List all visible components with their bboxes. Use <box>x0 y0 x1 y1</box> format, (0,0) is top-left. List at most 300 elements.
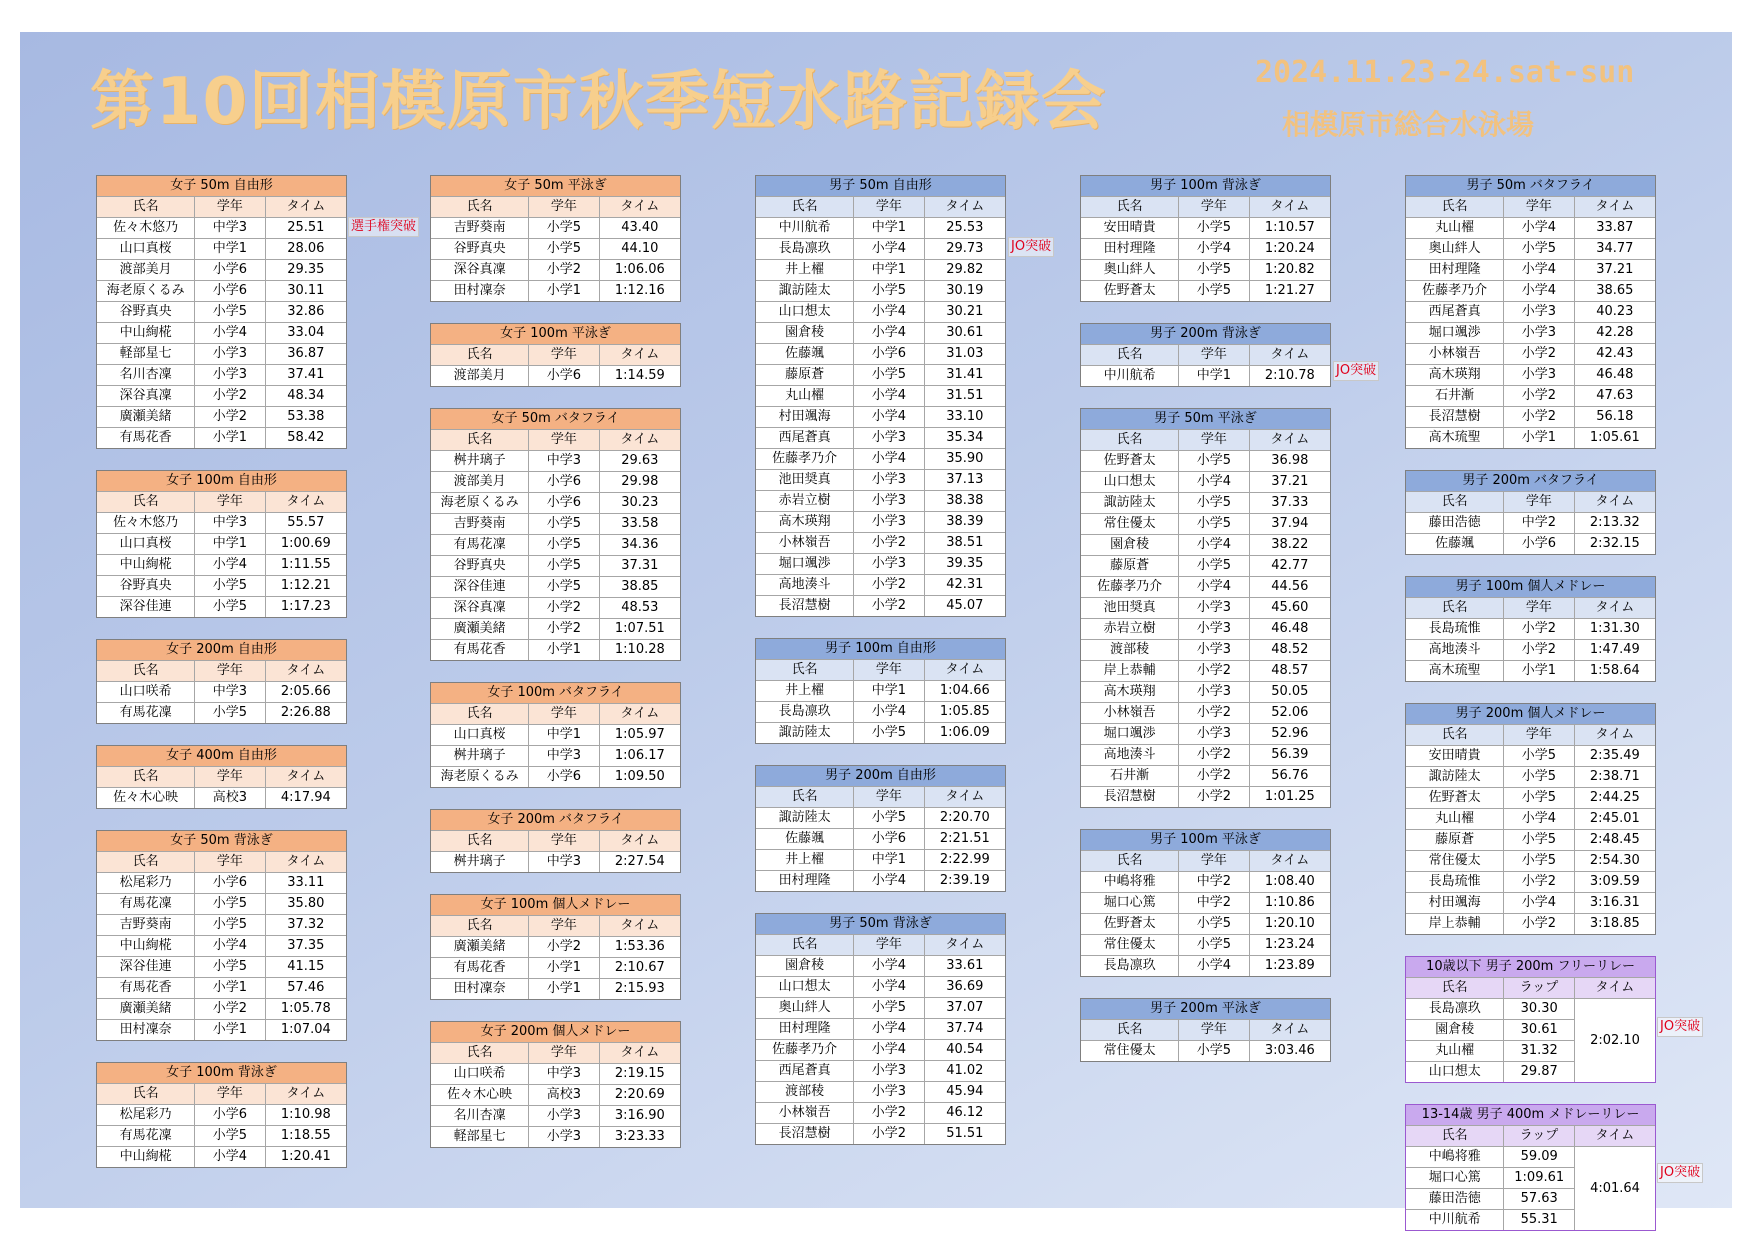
table-row <box>1081 618 1330 639</box>
table-row <box>1081 576 1330 597</box>
swimmer-grade: 小学2 <box>1503 344 1573 364</box>
column-header: 学年 <box>1503 598 1573 618</box>
table-row <box>756 1123 1005 1144</box>
table-row <box>756 511 1005 532</box>
event-table <box>755 638 1006 744</box>
table-row <box>97 343 346 364</box>
column-header-row <box>756 659 1005 680</box>
table-row <box>1406 533 1655 554</box>
swimmer-grade: 中学1 <box>853 850 923 870</box>
swimmer-name: 長島凛玖 <box>1103 958 1156 973</box>
table-row <box>431 513 680 534</box>
swimmer-grade: 中学2 <box>1503 513 1573 533</box>
table-row <box>1081 681 1330 702</box>
column-header: 学年 <box>1503 492 1573 512</box>
swimmer-grade: 小学4 <box>1178 956 1248 976</box>
table-row <box>1081 597 1330 618</box>
table-row <box>1081 492 1330 513</box>
swimmer-name: 長島琉惟 <box>1428 874 1481 889</box>
column-header: 学年 <box>1178 197 1248 217</box>
table-row <box>756 532 1005 553</box>
swimmer-name: 村田颯海 <box>778 409 831 424</box>
swim-time: 40.54 <box>924 1040 1005 1060</box>
event-table <box>430 408 681 661</box>
table-row <box>1406 660 1655 681</box>
table-row <box>756 1018 1005 1039</box>
swimmer-name: 常住優太 <box>1103 516 1156 531</box>
swim-time: 1:05.61 <box>1574 428 1655 448</box>
swim-time: 42.77 <box>1249 556 1330 576</box>
column-header: タイム <box>1249 851 1330 871</box>
swimmer-name: 中山絢椛 <box>119 557 172 572</box>
column-header: 学年 <box>1503 725 1573 745</box>
swimmer-name: 桝井璃子 <box>453 453 506 468</box>
swim-time: 1:23.24 <box>1249 935 1330 955</box>
table-row <box>97 217 346 238</box>
swim-time: 41.15 <box>265 957 346 977</box>
table-row <box>756 427 1005 448</box>
swimmer-grade: 小学6 <box>853 829 923 849</box>
event-table <box>1405 470 1656 555</box>
swimmer-grade: 中学3 <box>528 451 598 471</box>
swimmer-grade: 小学2 <box>528 619 598 639</box>
column-header-row <box>1406 491 1655 512</box>
column-header: 氏名 <box>1116 347 1143 362</box>
table-row <box>756 574 1005 595</box>
table-row <box>1406 787 1655 808</box>
swim-time: 1:23.89 <box>1249 956 1330 976</box>
swim-time: 37.94 <box>1249 514 1330 534</box>
event-table <box>96 639 347 724</box>
column-header: タイム <box>599 430 680 450</box>
swimmer-grade: 小学5 <box>853 281 923 301</box>
table-row <box>97 681 346 702</box>
swim-time: 51.51 <box>924 1124 1005 1144</box>
swim-time: 3:16.90 <box>599 1106 680 1126</box>
swim-time: 2:26.88 <box>265 703 346 723</box>
table-row <box>1081 639 1330 660</box>
swimmer-grade: 小学5 <box>1178 451 1248 471</box>
swimmer-name: 諏訪陸太 <box>1428 769 1481 784</box>
event-table <box>430 175 681 302</box>
swim-time: 1:12.16 <box>599 281 680 301</box>
column-header: 氏名 <box>132 494 159 509</box>
swimmer-grade: 小学2 <box>1503 407 1573 427</box>
swim-time: 2:38.71 <box>1574 767 1655 787</box>
column-header-row <box>97 491 346 512</box>
swim-time: 56.18 <box>1574 407 1655 427</box>
swimmer-grade: 中学3 <box>194 682 264 702</box>
column-header: 学年 <box>853 787 923 807</box>
column-header: 学年 <box>194 852 264 872</box>
swimmer-name: 有馬花香 <box>453 642 506 657</box>
swimmer-grade: 中学1 <box>853 260 923 280</box>
swimmer-grade: 小学5 <box>853 808 923 828</box>
swimmer-grade: 中学3 <box>528 746 598 766</box>
swim-time: 30.11 <box>265 281 346 301</box>
table-row <box>756 722 1005 743</box>
swim-time: 1:00.69 <box>265 534 346 554</box>
event-table <box>430 323 681 387</box>
table-row <box>1081 238 1330 259</box>
table-row <box>1081 365 1330 386</box>
swimmer-grade: 小学3 <box>1178 619 1248 639</box>
swim-time: 52.06 <box>1249 703 1330 723</box>
swimmer-name: 岸上恭輔 <box>1428 916 1481 931</box>
swim-time: 33.10 <box>924 407 1005 427</box>
swimmer-name: 中嶋将雅 <box>1103 874 1156 889</box>
event-title: 女子 50m 背泳ぎ <box>97 831 346 851</box>
swim-time: 34.77 <box>1574 239 1655 259</box>
column-header: 学年 <box>853 935 923 955</box>
column-header-row <box>1406 1125 1655 1146</box>
column-header: タイム <box>924 787 1005 807</box>
table-row <box>756 955 1005 976</box>
event-table <box>1405 576 1656 682</box>
table-row <box>97 364 346 385</box>
swimmer-grade: 小学2 <box>853 1124 923 1144</box>
column-header: タイム <box>265 1084 346 1104</box>
swim-time: 2:20.70 <box>924 808 1005 828</box>
column-header: タイム <box>599 197 680 217</box>
swimmer-name: 山口咲希 <box>119 684 172 699</box>
swimmer-name: 中川航希 <box>1103 368 1156 383</box>
swim-time: 2:54.30 <box>1574 851 1655 871</box>
column-header-row <box>431 1042 680 1063</box>
swimmer-name: 山口想太 <box>778 304 831 319</box>
swimmer-grade: 小学6 <box>194 873 264 893</box>
table-row <box>97 238 346 259</box>
table-row <box>1406 217 1655 238</box>
event-title: 女子 200m バタフライ <box>431 810 680 830</box>
swimmer-grade: 中学1 <box>194 534 264 554</box>
swimmer-name: 中山絢椛 <box>119 325 172 340</box>
swimmer-name: 名川杏凜 <box>453 1108 506 1123</box>
event-table <box>1080 323 1331 387</box>
swimmer-grade: 小学2 <box>1178 661 1248 681</box>
table-row <box>756 828 1005 849</box>
swimmer-name: 渡部美月 <box>453 474 506 489</box>
column-header: 氏名 <box>791 662 818 677</box>
swimmer-name: 中川航希 <box>1428 1212 1481 1227</box>
swim-time: 37.21 <box>1574 260 1655 280</box>
swimmer-name: 山口真桜 <box>453 727 506 742</box>
swimmer-name: 常住優太 <box>1103 1043 1156 1058</box>
swim-time: 37.41 <box>265 365 346 385</box>
swimmer-grade: 小学5 <box>1503 851 1573 871</box>
swim-time: 58.42 <box>265 428 346 448</box>
swim-time: 2:19.15 <box>599 1064 680 1084</box>
swimmer-grade: 中学2 <box>1178 872 1248 892</box>
column-header: タイム <box>1574 598 1655 618</box>
swimmer-name: 中嶋将雅 <box>1428 1149 1481 1164</box>
swim-time: 3:16.31 <box>1574 893 1655 913</box>
swimmer-name: 深谷真凜 <box>453 262 506 277</box>
column-header: 学年 <box>528 197 598 217</box>
swimmer-grade: 小学4 <box>853 956 923 976</box>
swim-time: 38.39 <box>924 512 1005 532</box>
swim-time: 2:22.99 <box>924 850 1005 870</box>
column-header: タイム <box>265 492 346 512</box>
column-header: 氏名 <box>466 347 493 362</box>
swim-time: 48.57 <box>1249 661 1330 681</box>
table-row <box>431 259 680 280</box>
table-row <box>1081 259 1330 280</box>
swimmer-name: 長島琉惟 <box>1428 621 1481 636</box>
swimmer-name: 奥山絆人 <box>1103 262 1156 277</box>
event-title: 女子 100m 背泳ぎ <box>97 1063 346 1083</box>
swimmer-name: 松尾彩乃 <box>119 1107 172 1122</box>
table-row <box>1406 385 1655 406</box>
swimmer-grade: 小学4 <box>1503 260 1573 280</box>
event-title: 男子 50m バタフライ <box>1406 176 1655 196</box>
swimmer-grade: 小学5 <box>194 302 264 322</box>
swim-time: 38.65 <box>1574 281 1655 301</box>
swimmer-name: 廣瀬美緒 <box>119 409 172 424</box>
column-header: タイム <box>599 1043 680 1063</box>
swimmer-name: 名川杏凜 <box>119 367 172 382</box>
swimmer-name: 高地湊斗 <box>778 577 831 592</box>
swimmer-grade: 小学5 <box>1178 218 1248 238</box>
swimmer-grade: 小学4 <box>1178 535 1248 555</box>
event-title: 男子 50m 平泳ぎ <box>1081 409 1330 429</box>
column-header-row <box>97 660 346 681</box>
swimmer-name: 田村凜奈 <box>119 1022 172 1037</box>
results-column-1 <box>96 175 347 1189</box>
column-header: タイム <box>924 660 1005 680</box>
swim-time: 28.06 <box>265 239 346 259</box>
swimmer-grade: 小学4 <box>1178 472 1248 492</box>
swim-time: 1:05.78 <box>265 999 346 1019</box>
table-row <box>1406 766 1655 787</box>
swimmer-name: 池田奨真 <box>1103 600 1156 615</box>
table-row <box>1406 1019 1574 1040</box>
swimmer-grade: 小学5 <box>528 556 598 576</box>
swimmer-name: 高木瑛翔 <box>1103 684 1156 699</box>
swim-time: 1:10.57 <box>1249 218 1330 238</box>
swimmer-name: 渡部美月 <box>119 262 172 277</box>
swimmer-name: 堀口心篤 <box>1103 895 1156 910</box>
swimmer-grade: 小学3 <box>853 1082 923 1102</box>
swimmer-grade: 小学6 <box>194 281 264 301</box>
swimmer-grade: 小学2 <box>1503 386 1573 406</box>
swimmer-name: 深谷佳連 <box>453 579 506 594</box>
swimmer-name: 佐藤孝乃介 <box>772 451 838 466</box>
table-row <box>1406 364 1655 385</box>
swimmer-grade: 小学4 <box>853 407 923 427</box>
table-row <box>1406 343 1655 364</box>
swimmer-grade: 小学4 <box>853 871 923 891</box>
swim-time: 36.98 <box>1249 451 1330 471</box>
column-header-row <box>756 786 1005 807</box>
swim-time: 1:31.30 <box>1574 619 1655 639</box>
table-row <box>1081 871 1330 892</box>
table-row <box>756 406 1005 427</box>
swimmer-grade: 小学5 <box>528 239 598 259</box>
swim-time: 31.03 <box>924 344 1005 364</box>
table-row <box>97 406 346 427</box>
event-title: 男子 200m 背泳ぎ <box>1081 324 1330 344</box>
swim-time: 1:06.09 <box>924 723 1005 743</box>
column-header: 氏名 <box>132 769 159 784</box>
table-row <box>756 469 1005 490</box>
swim-time: 2:45.01 <box>1574 809 1655 829</box>
table-row <box>1081 744 1330 765</box>
swimmer-name: 長島凛玖 <box>1428 1001 1481 1016</box>
swimmer-grade: 中学3 <box>194 513 264 533</box>
column-header: タイム <box>599 916 680 936</box>
swimmer-name: 有馬花香 <box>119 980 172 995</box>
swim-time: 33.61 <box>924 956 1005 976</box>
relay-table <box>1405 956 1656 1083</box>
swimmer-grade: 中学1 <box>194 239 264 259</box>
swimmer-grade: 小学5 <box>1178 1041 1248 1061</box>
swim-time: 45.07 <box>924 596 1005 616</box>
swimmer-grade: 小学6 <box>853 344 923 364</box>
swim-time: 46.12 <box>924 1103 1005 1123</box>
swimmer-name: 高地湊斗 <box>1428 642 1481 657</box>
results-column-5 <box>1405 175 1656 1252</box>
swimmer-grade: 小学3 <box>528 1127 598 1147</box>
swimmer-name: 桝井璃子 <box>453 748 506 763</box>
swimmer-grade: 小学5 <box>194 1126 264 1146</box>
page-title: 第10回相模原市秋季短水路記録会 <box>90 65 1108 139</box>
swimmer-grade: 小学6 <box>194 260 264 280</box>
column-header: 学年 <box>528 345 598 365</box>
swimmer-name: 有馬花凜 <box>119 896 172 911</box>
swimmer-name: 谷野真央 <box>119 578 172 593</box>
swim-time: 3:03.46 <box>1249 1041 1330 1061</box>
swim-time: 2:10.67 <box>599 958 680 978</box>
swimmer-grade: 小学6 <box>528 767 598 787</box>
swimmer-grade: 小学2 <box>1503 872 1573 892</box>
swimmer-name: 佐藤颯 <box>785 831 825 846</box>
swimmer-name: 諏訪陸太 <box>778 810 831 825</box>
swimmer-grade: 小学3 <box>1178 682 1248 702</box>
event-table <box>1405 703 1656 935</box>
table-row <box>756 1102 1005 1123</box>
table-row <box>756 259 1005 280</box>
swimmer-name: 田村理隆 <box>1428 262 1481 277</box>
table-row <box>431 936 680 957</box>
swimmer-grade: 小学5 <box>1178 281 1248 301</box>
table-row <box>97 787 346 808</box>
swimmer-grade: 小学5 <box>528 535 598 555</box>
table-row <box>1406 301 1655 322</box>
event-title: 女子 50m 自由形 <box>97 176 346 196</box>
swimmer-grade: 小学3 <box>1178 640 1248 660</box>
event-title: 男子 200m 個人メドレー <box>1406 704 1655 724</box>
event-table <box>430 894 681 1000</box>
table-row <box>1081 217 1330 238</box>
swimmer-name: 渡部美月 <box>453 368 506 383</box>
column-header: タイム <box>1574 978 1655 998</box>
column-header: 氏名 <box>466 199 493 214</box>
swimmer-grade: 小学4 <box>853 702 923 722</box>
swimmer-grade: 小学5 <box>1178 493 1248 513</box>
swimmer-name: 丸山櫂 <box>1435 1043 1475 1058</box>
column-header: 氏名 <box>1441 600 1468 615</box>
table-row <box>1081 913 1330 934</box>
swimmer-grade: 小学2 <box>853 575 923 595</box>
column-header: 学年 <box>1178 1020 1248 1040</box>
swimmer-grade: 小学5 <box>853 723 923 743</box>
swimmer-grade: 小学6 <box>528 472 598 492</box>
swimmer-grade: 小学5 <box>194 957 264 977</box>
event-title: 男子 200m 平泳ぎ <box>1081 999 1330 1019</box>
table-row <box>431 555 680 576</box>
table-row <box>1406 850 1655 871</box>
swimmer-name: 松尾彩乃 <box>119 875 172 890</box>
swimmer-grade: 小学1 <box>528 958 598 978</box>
swimmer-name: 佐野蒼太 <box>1103 453 1156 468</box>
swimmer-name: 佐々木心映 <box>113 790 179 805</box>
swimmer-name: 廣瀬美緒 <box>119 1001 172 1016</box>
swimmer-grade: 小学5 <box>853 365 923 385</box>
results-column-4 <box>1080 175 1331 1083</box>
column-header-row <box>431 344 680 365</box>
table-row <box>756 280 1005 301</box>
column-header: 学年 <box>1178 851 1248 871</box>
table-row <box>97 935 346 956</box>
table-row <box>431 618 680 639</box>
swimmer-grade: 小学4 <box>853 449 923 469</box>
swimmer-grade: 小学2 <box>1178 745 1248 765</box>
table-row <box>1081 513 1330 534</box>
swim-time: 3:18.85 <box>1574 914 1655 934</box>
swimmer-grade: 小学4 <box>853 302 923 322</box>
swimmer-name: 藤原蒼 <box>1110 558 1150 573</box>
record-note: 選手権突破 <box>348 217 419 237</box>
event-title: 男子 100m 背泳ぎ <box>1081 176 1330 196</box>
swimmer-name: 丸山櫂 <box>785 388 825 403</box>
table-row <box>1081 702 1330 723</box>
swimmer-name: 軽部星七 <box>119 346 172 361</box>
swimmer-name: 有馬花凜 <box>119 705 172 720</box>
table-row <box>756 976 1005 997</box>
table-row <box>1406 280 1655 301</box>
swim-time: 1:01.25 <box>1249 787 1330 807</box>
column-header: タイム <box>1249 345 1330 365</box>
table-row <box>431 1126 680 1147</box>
swim-time: 39.35 <box>924 554 1005 574</box>
swim-time: 2:20.69 <box>599 1085 680 1105</box>
swimmer-grade: 小学4 <box>1503 218 1573 238</box>
table-row <box>1081 934 1330 955</box>
swimmer-name: 安田晴貴 <box>1428 748 1481 763</box>
swimmer-grade: 小学2 <box>194 386 264 406</box>
swim-time: 33.58 <box>599 514 680 534</box>
swimmer-name: 谷野真央 <box>453 558 506 573</box>
swimmer-name: 田村理隆 <box>778 873 831 888</box>
swim-time: 2:27.54 <box>599 852 680 872</box>
swimmer-grade: 小学5 <box>194 915 264 935</box>
table-row <box>431 238 680 259</box>
swim-time: 2:44.25 <box>1574 788 1655 808</box>
swimmer-grade: 中学1 <box>853 681 923 701</box>
swim-time: 45.60 <box>1249 598 1330 618</box>
swimmer-name: 村田颯海 <box>1428 895 1481 910</box>
swim-time: 30.23 <box>599 493 680 513</box>
table-row <box>1406 1146 1574 1167</box>
swim-time: 2:13.32 <box>1574 513 1655 533</box>
column-header: タイム <box>1249 197 1330 217</box>
table-row <box>97 702 346 723</box>
table-row <box>97 301 346 322</box>
table-row <box>97 554 346 575</box>
swim-time: 1:20.10 <box>1249 914 1330 934</box>
swimmer-grade: 小学2 <box>1178 766 1248 786</box>
